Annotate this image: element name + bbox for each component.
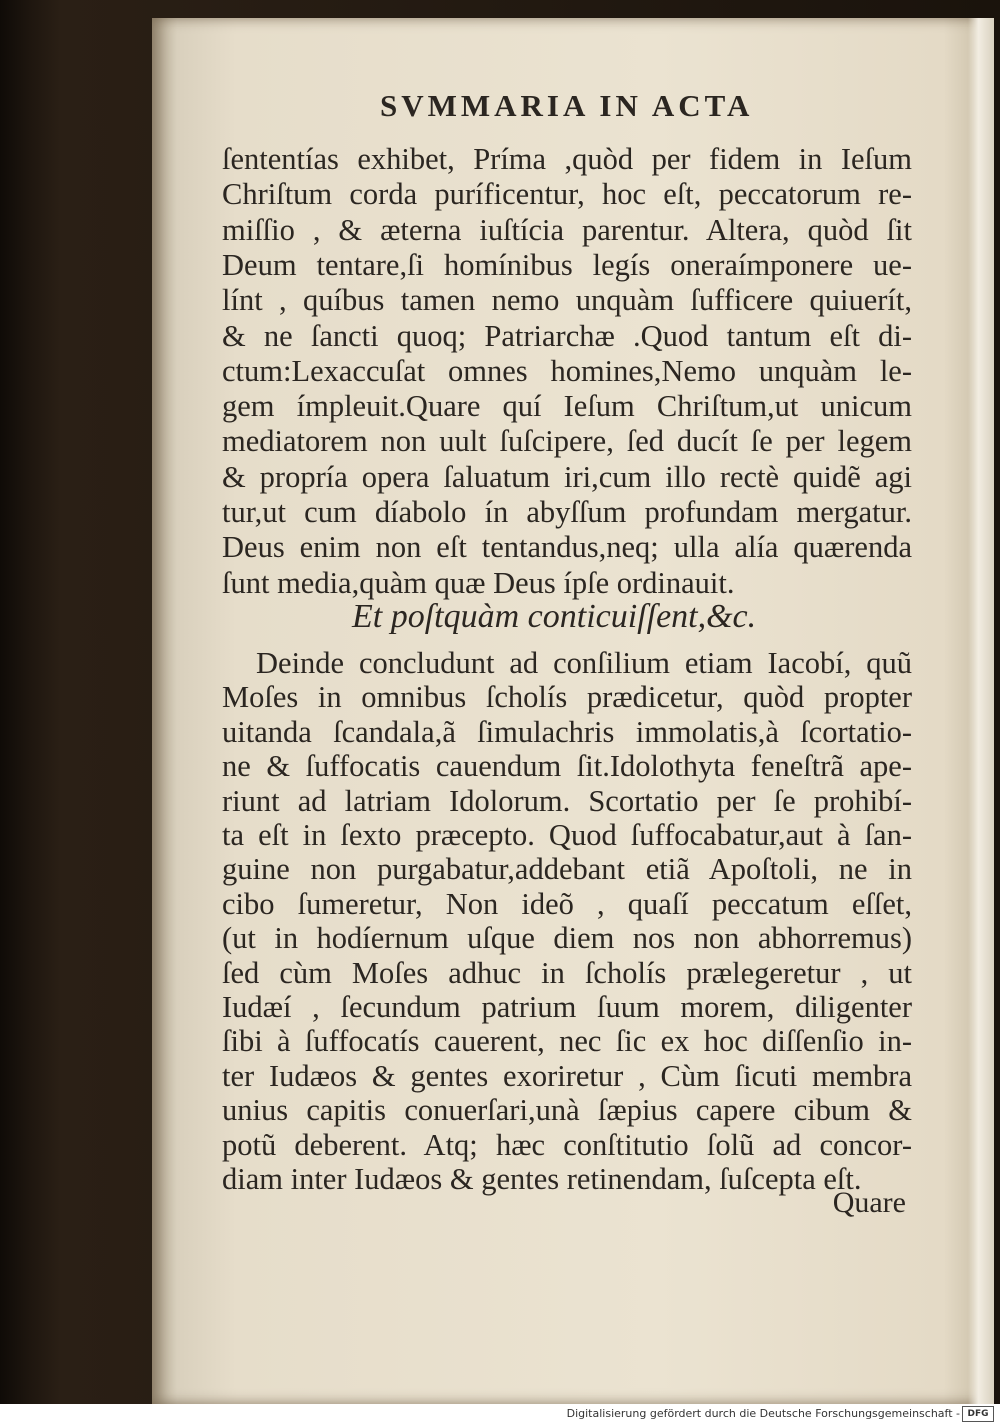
text-line: línt , quíbus tamen nemo unquàm ſufficere quiuerít, [222, 283, 912, 318]
text-line: mediatorem non uult ſuſcipere, ſed ducít ſe per legem [222, 424, 912, 459]
footer-credit: Digitalisierung gefördert durch die Deutsche Forschungsgemeinschaft - [566, 1407, 960, 1420]
text-line: cibo ſumeretur, Non ideõ , quaſí peccatum eſſet, [222, 886, 912, 921]
text-line: Iudæí , ſecundum patrium ſuum morem, diligenter [222, 990, 912, 1024]
text-line: (ut in hodíernum uſque diem nos non abhorremus) [222, 921, 912, 956]
text-line: Moſes in omnibus ſcholís prædicetur, quòd propter [222, 680, 912, 715]
text-line: & propría opera ſaluatum iri,cum illo rectè quidẽ agi [222, 459, 912, 494]
section-heading: Et poſtquàm conticuiſſent,&c. [352, 598, 757, 635]
text-line: unius capitis conuerſari,unà ſæpius capere cibum & [222, 1093, 912, 1128]
text-line: potũ deberent. Atq; hæc conſtitutio ſolũ ad concor- [222, 1127, 912, 1162]
text-line: diam inter Iudæos & gentes retinendam, ſuſcepta eſt. [222, 1162, 862, 1196]
text-line: ctum:Lexaccuſat omnes homines,Nemo unquàm le- [222, 353, 912, 388]
text-line: tur,ut cum díabolo ín abyſſum profundam mergatur. [222, 495, 912, 529]
text-line: Deus enim non eſt tentandus,neq; ulla alía quærenda [222, 530, 912, 565]
text-line: miſſio , & æterna iuſtícia parentur. Altera, quòd ſit [222, 212, 912, 247]
text-line: Deinde concludunt ad conſilium etiam Iacobí, quũ [256, 646, 912, 680]
page-edge [968, 18, 994, 1404]
text-line: ſibi à ſuffocatís cauerent, nec ſic ex hoc diſſenſio in- [222, 1024, 912, 1059]
text-line: gem ímpleuit.Quare quí Ieſum Chriſtum,ut unicum [222, 389, 912, 424]
text-line: uitanda ſcandala,ã ſimulachris immolatis,à ſcortatio- [222, 714, 912, 749]
text-line: ter Iudæos & gentes exoriretur , Cùm ſicuti membra [222, 1058, 912, 1093]
text-line: Chriſtum corda puríficentur, hoc eſt, peccatorum re- [222, 177, 912, 212]
text-line: ne & ſuffocatis cauendum ſit.Idolothyta feneſtrã ape- [222, 749, 912, 784]
text-line: ſententías exhibet, Príma ,quòd per fidem in Ieſum [222, 142, 912, 176]
text-line: riunt ad latriam Idolorum. Scortatio per ſe prohibí- [222, 783, 912, 818]
text-line: ſed cùm Moſes adhuc in ſcholís prælegeretur , ut [222, 955, 912, 990]
running-head: SVMMARIA IN ACTA [380, 88, 754, 123]
text-line: guine non purgabatur,addebant etiã Apoſtoli, ne in [222, 852, 912, 887]
text-line: ſunt media,quàm quæ Deus ípſe ordinauit. [222, 565, 735, 600]
catchword: Quare [832, 1186, 906, 1219]
dfg-logo-icon: DFG [962, 1406, 994, 1422]
text-line: Deum tentare,ſi homínibus legís oneraímponere ue- [222, 247, 912, 282]
text-line: ta eſt in ſexto præcepto. Quod ſuffocabatur,aut à ſan- [222, 818, 912, 852]
text-line: & ne ſancti quoq; Patriarchæ .Quod tantum eſt di- [222, 318, 912, 353]
